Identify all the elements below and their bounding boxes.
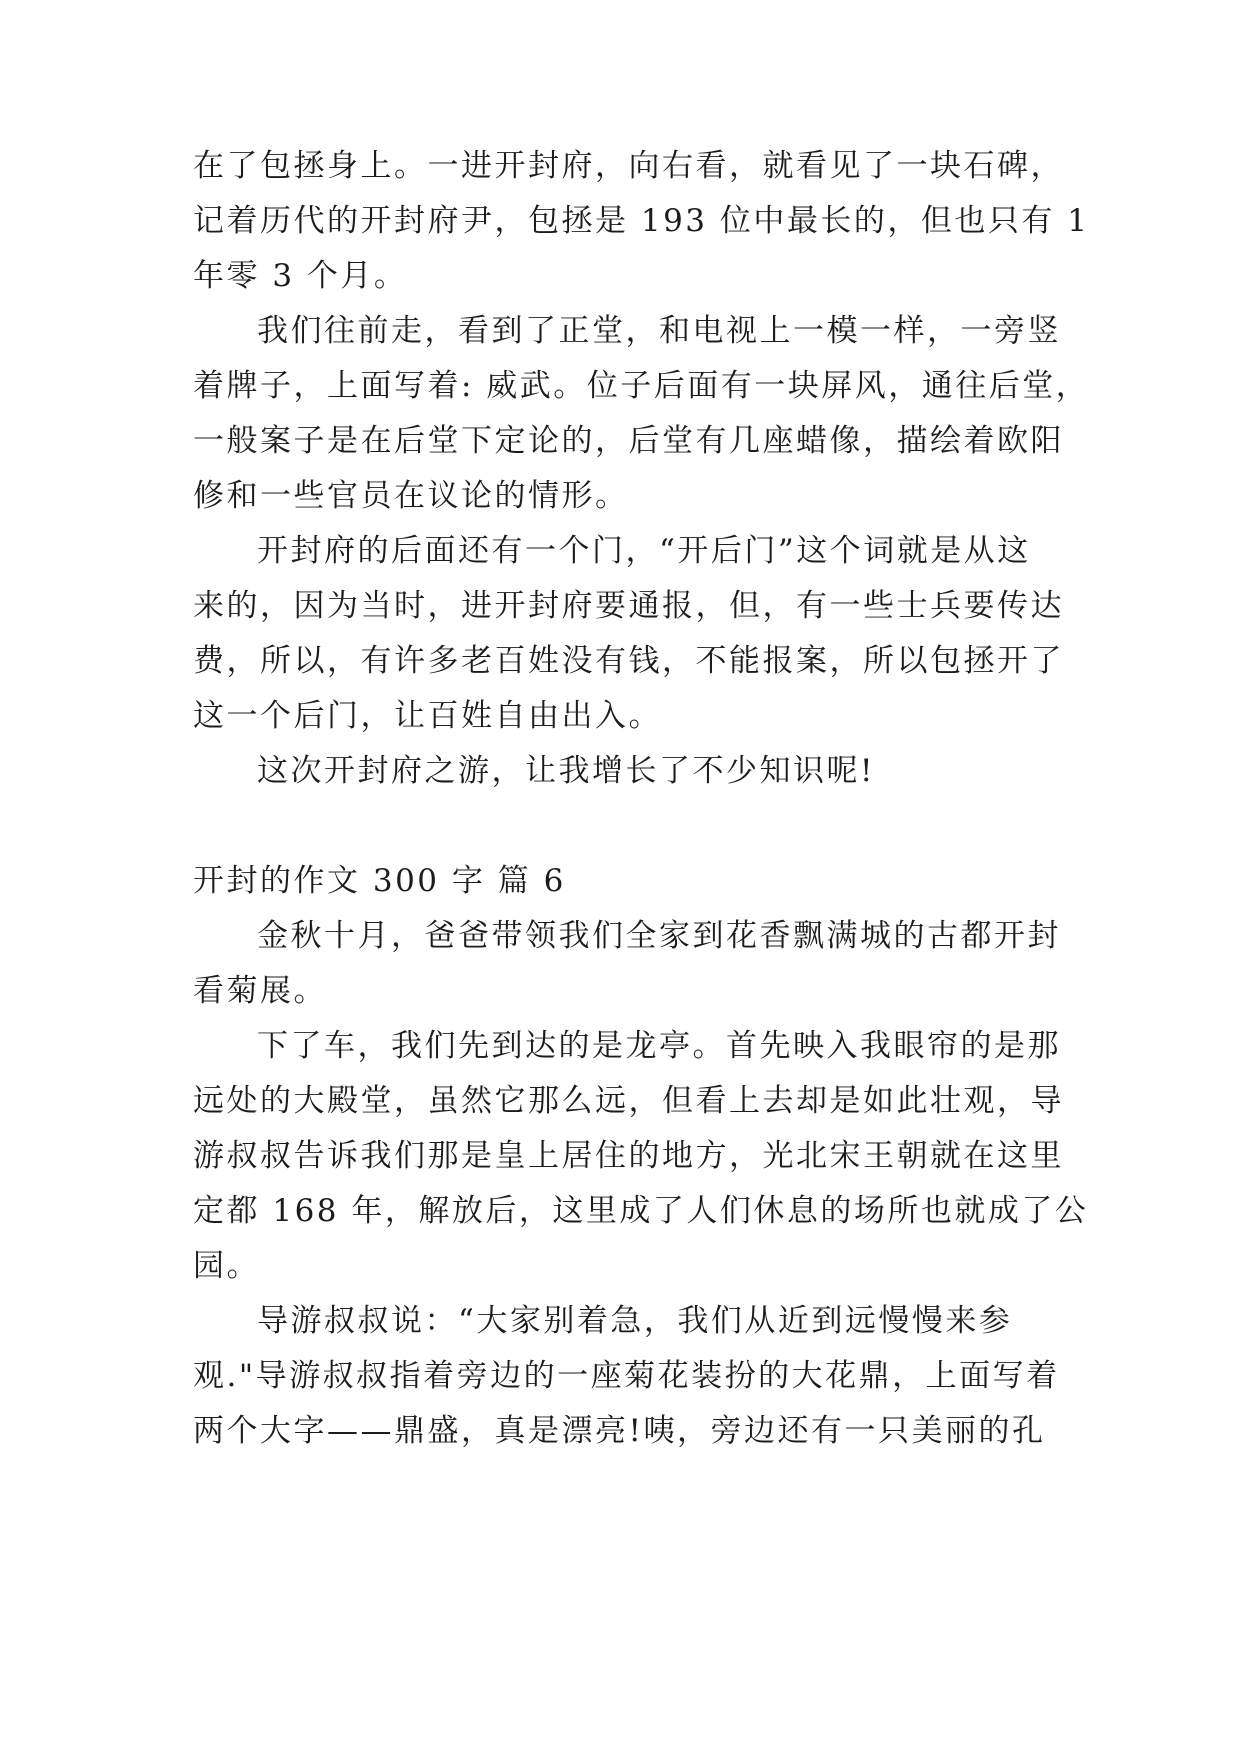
paragraph-line: 观."导游叔叔指着旁边的一座菊花装扮的大花鼎，上面写着 [193, 1358, 1060, 1394]
paragraph-line: 来的，因为当时，进开封府要通报，但，有一些士兵要传达 [193, 588, 1064, 624]
paragraph-line: 年零 3 个月。 [193, 258, 408, 294]
paragraph-line: 两个大字——鼎盛，真是漂亮!咦，旁边还有一只美丽的孔 [193, 1413, 1046, 1449]
paragraph-line: 开封府的后面还有一个门，“开后门”这个词就是从这 [257, 533, 1031, 569]
paragraph-line: 园。 [193, 1248, 260, 1284]
paragraph-line: 在了包拯身上。一进开封府，向右看，就看见了一块石碑， [193, 148, 1064, 184]
paragraph-line: 记着历代的开封府尹，包拯是 193 位中最长的，但也只有 1 [193, 203, 1090, 239]
paragraph-line: 修和一些官员在议论的情形。 [193, 478, 629, 514]
paragraph-line: 这一个后门，让百姓自由出入。 [193, 698, 662, 734]
paragraph-line: 我们往前走，看到了正堂，和电视上一模一样，一旁竖 [257, 313, 1061, 349]
paragraph-line: 着牌子，上面写着: 威武。位子后面有一块屏风，通往后堂， [193, 368, 1090, 404]
paragraph-line: 这次开封府之游，让我增长了不少知识呢! [257, 753, 875, 789]
paragraph-line: 一般案子是在后堂下定论的，后堂有几座蜡像，描绘着欧阳 [193, 423, 1064, 459]
paragraph-line: 费，所以，有许多老百姓没有钱，不能报案，所以包拯开了 [193, 643, 1064, 679]
paragraph-line: 金秋十月，爸爸带领我们全家到花香飘满城的古都开封 [257, 918, 1061, 954]
paragraph-line: 看菊展。 [193, 973, 327, 1009]
paragraph-line: 定都 168 年，解放后，这里成了人们休息的场所也就成了公 [193, 1193, 1089, 1229]
paragraph-line: 下了车，我们先到达的是龙亭。首先映入我眼帘的是那 [257, 1028, 1061, 1064]
paragraph-line: 远处的大殿堂，虽然它那么远，但看上去却是如此壮观，导 [193, 1083, 1064, 1119]
paragraph-line: 游叔叔告诉我们那是皇上居住的地方，光北宋王朝就在这里 [193, 1138, 1064, 1174]
paragraph-line: 导游叔叔说：“大家别着急，我们从近到远慢慢来参 [257, 1303, 1013, 1339]
section-heading: 开封的作文 300 字 篇 6 [193, 863, 566, 899]
